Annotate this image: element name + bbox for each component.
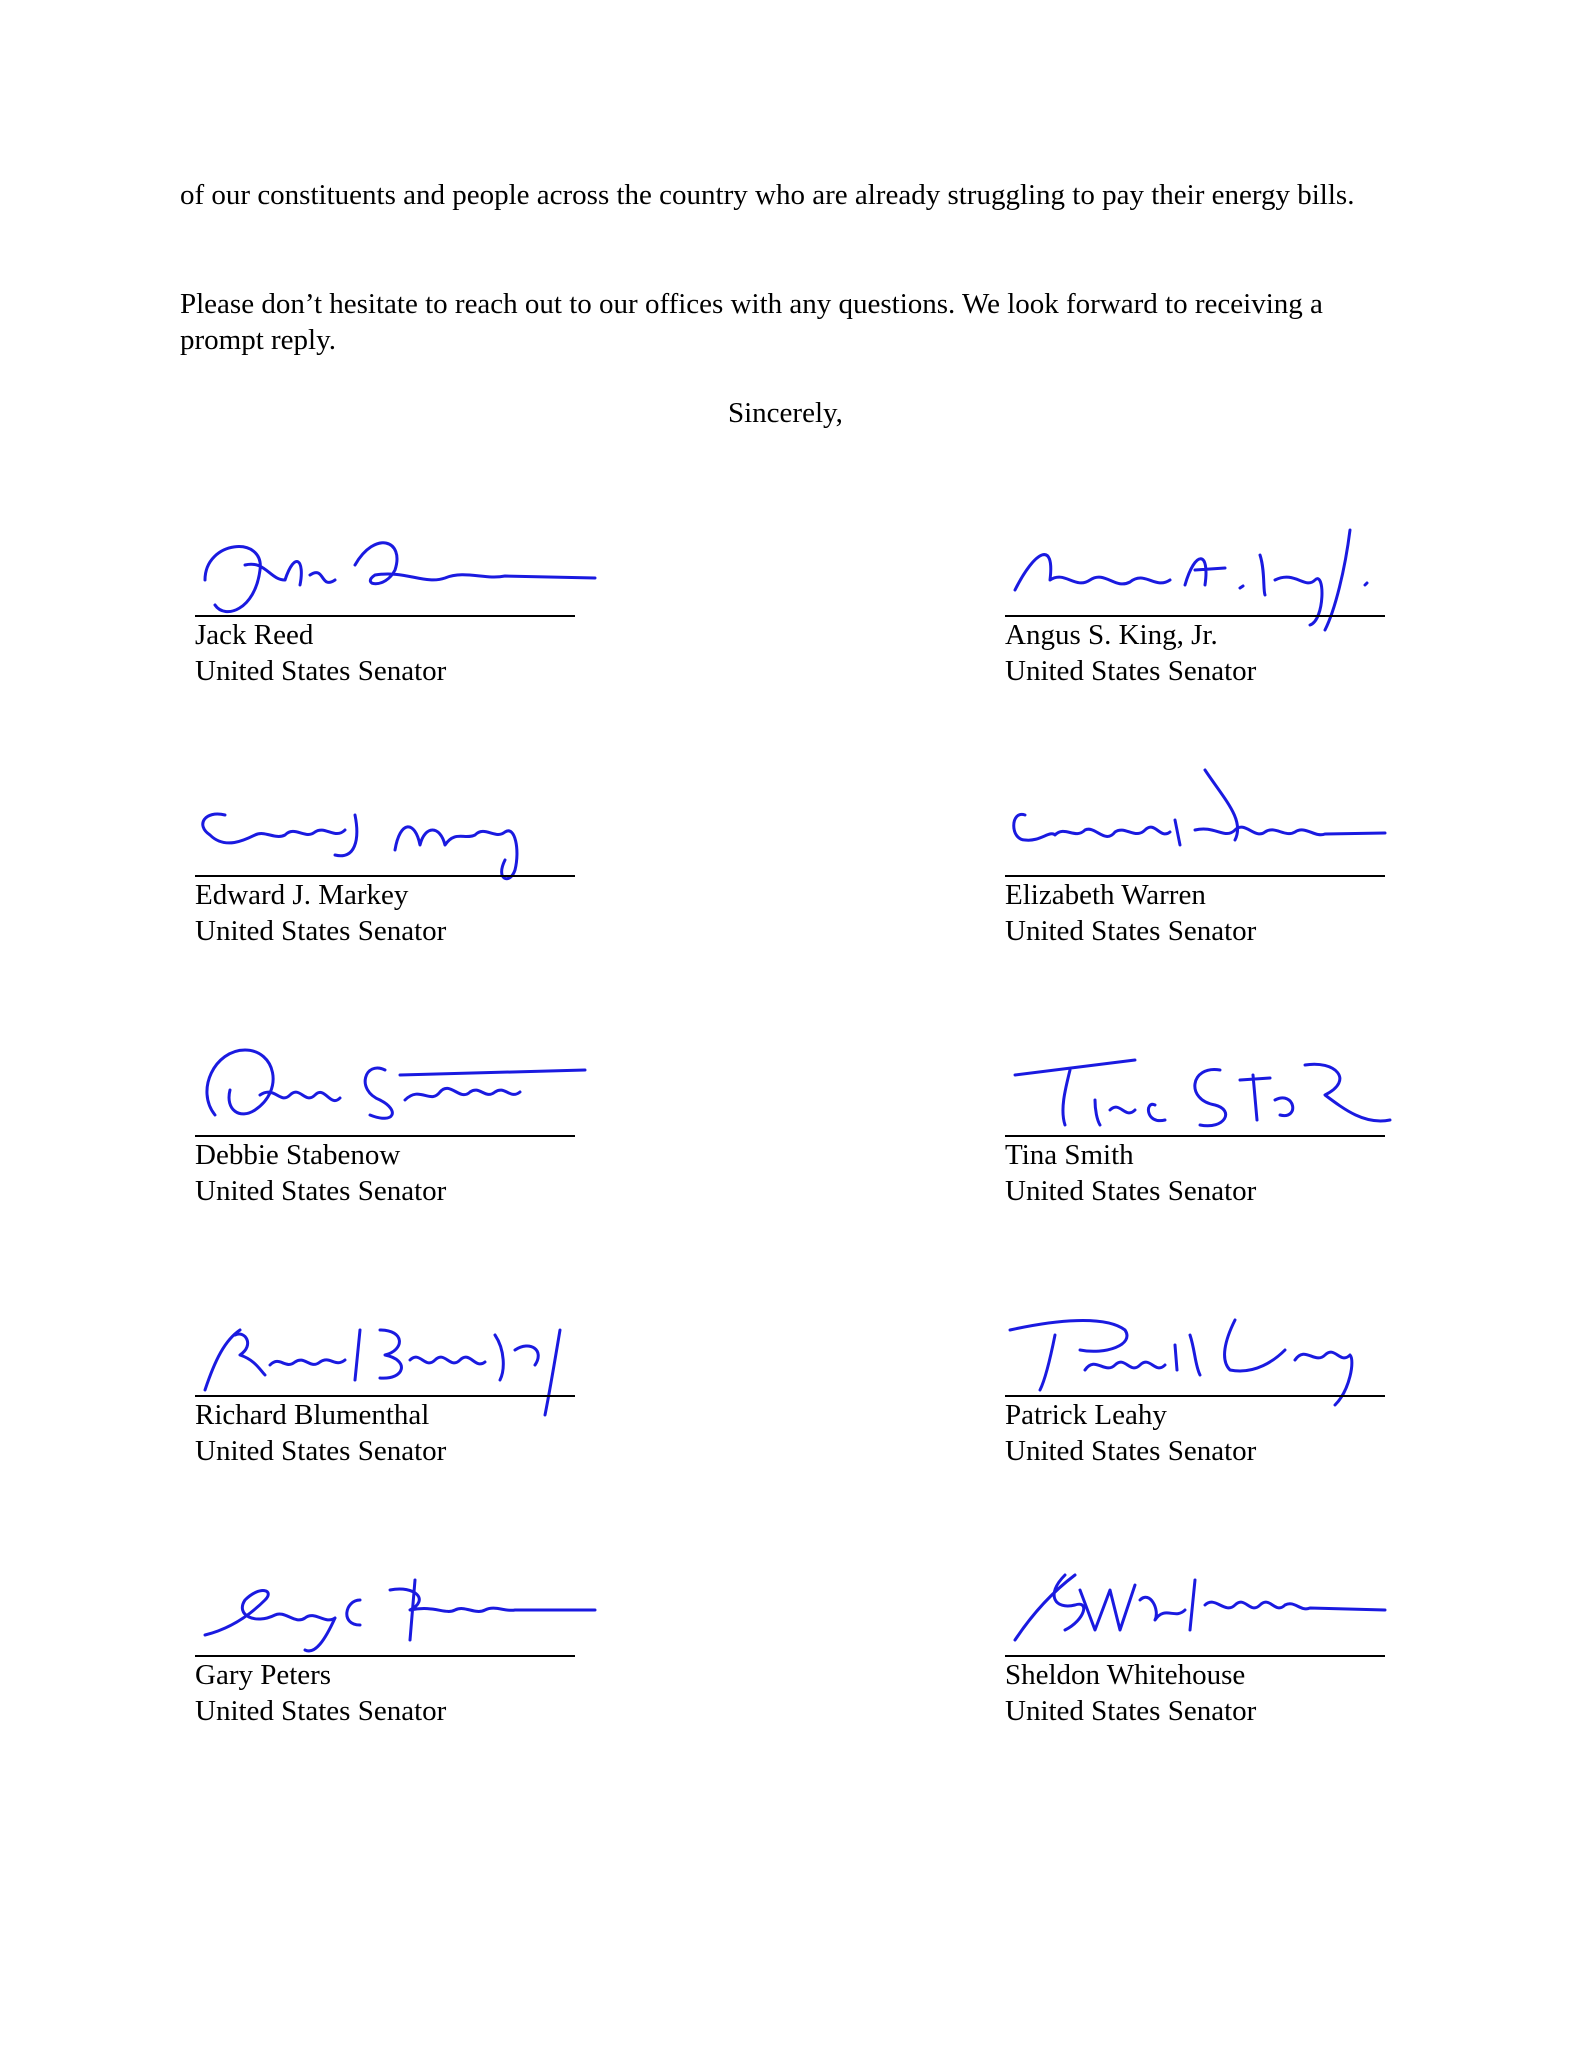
signatory-name: Sheldon Whitehouse: [1005, 1659, 1246, 1691]
signatory-name: Debbie Stabenow: [195, 1139, 401, 1171]
signature-line: [1005, 1135, 1385, 1137]
signature-block-angus-king: [1005, 535, 1385, 715]
signatory-name: Patrick Leahy: [1005, 1399, 1167, 1431]
signature-line: [1005, 615, 1385, 617]
signature-line: [195, 1655, 575, 1657]
signatory-title: United States Senator: [1005, 1695, 1257, 1727]
signature-line: [195, 875, 575, 877]
letter-paragraph-1: of our constituents and people across the country who are already struggling to pay their energy bills.: [180, 179, 1355, 211]
signatory-name: Edward J. Markey: [195, 879, 409, 911]
signatory-title: United States Senator: [1005, 915, 1257, 947]
signatory-title: United States Senator: [1005, 1175, 1257, 1207]
signatory-name: Richard Blumenthal: [195, 1399, 430, 1431]
letter-paragraph-2: Please don’t hesitate to reach out to our offices with any questions. We look forward to receiving a prompt reply.: [180, 288, 1323, 356]
signature-line: [195, 1395, 575, 1397]
closing-salutation: Sincerely,: [728, 397, 843, 429]
signature-block-gary-peters: [195, 1575, 575, 1755]
signatory-name: Tina Smith: [1005, 1139, 1134, 1171]
signatory-title: United States Senator: [195, 655, 447, 687]
signature-line: [195, 615, 575, 617]
signatory-name: Gary Peters: [195, 1659, 332, 1691]
signatory-title: United States Senator: [195, 1435, 447, 1467]
signatory-title: United States Senator: [1005, 655, 1257, 687]
signatory-title: United States Senator: [1005, 1435, 1257, 1467]
signature-block-jack-reed: [195, 535, 575, 715]
signature-block-richard-blumenthal: [195, 1315, 575, 1495]
signatory-name: Angus S. King, Jr.: [1005, 619, 1218, 651]
signatory-title: United States Senator: [195, 1175, 447, 1207]
signatory-title: United States Senator: [195, 1695, 447, 1727]
signature-line: [1005, 1395, 1385, 1397]
signature-line: [195, 1135, 575, 1137]
signature-block-edward-markey: [195, 795, 575, 975]
signature-block-elizabeth-warren: [1005, 795, 1385, 975]
signature-block-sheldon-whitehouse: [1005, 1575, 1385, 1755]
signature-line: [1005, 875, 1385, 877]
signatory-name: Elizabeth Warren: [1005, 879, 1206, 911]
signature-block-tina-smith: [1005, 1055, 1385, 1235]
signatory-name: Jack Reed: [195, 619, 314, 651]
signatory-title: United States Senator: [195, 915, 447, 947]
signature-line: [1005, 1655, 1385, 1657]
signature-block-patrick-leahy: [1005, 1315, 1385, 1495]
signature-block-debbie-stabenow: [195, 1055, 575, 1235]
